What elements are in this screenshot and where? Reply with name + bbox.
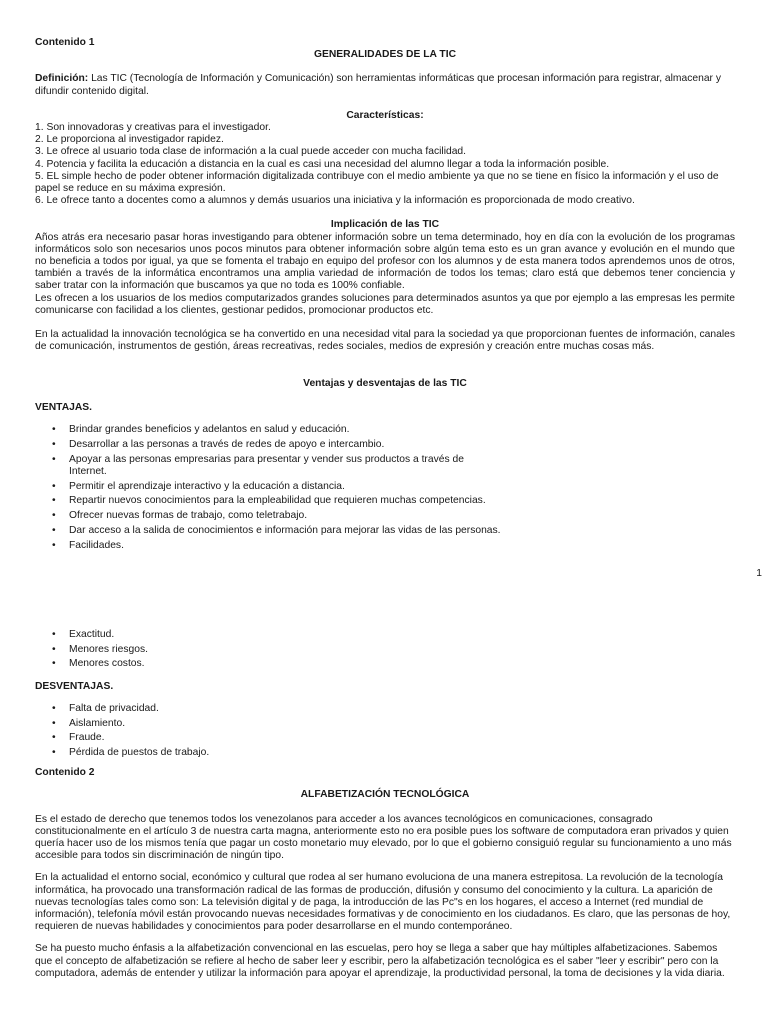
caracteristica-item: 2. Le proporciona al investigador rapidez. [35, 134, 224, 146]
implicacion-paragraph-1: Años atrás era necesario pasar horas investigando para obtener información sobre un tema determinado, hoy en día con la evolución de los programas informáticos solo son necesarios unos pocos minutos para obtener información sobre algún tema esto es un gran avance y evolución en el mundo que no beneficia a todos por igual, ya que se fomenta el trabajo en equipo del profesor con los alumnos y de esta manera todos aprendemos unos de otros, también a través de la informática encontramos una amplia variedad de información de todos los temas; claro está que debemos tener conciencia y saber tratar con la información que buscamos ya que no toda es 100% confiable. [35, 231, 735, 292]
ventaja-item: • Dar acceso a la salida de conocimientos e información para mejorar las vidas de las personas. [35, 525, 735, 537]
desventaja-item: • Pérdida de puestos de trabajo. [35, 747, 735, 759]
alfabetizacion-paragraph-2: En la actualidad el entorno social, económico y cultural que rodea al ser humano evoluciona de una manera estrepitosa. La revolución de la tecnología informática, ha provocado una transformación radical de las formas de producción, difusión y consumo del conocimiento y la cultura. La aparición de nuevas tecnologías tales como son: La televisión digital y de paga, la introducción de las Pc"s en los hogares, el acceso a Internet (red mundial de información), telefonía móvil están provocando nuevas necesidades formativas y de conocimiento en los ciudadanos. Es claro, que las personas de hoy, requieren de nuevas habilidades y conocimientos para poder desarrollarse en el mundo contemporáneo. [35, 872, 731, 933]
caracteristica-item: 4. Potencia y facilita la educación a distancia en la cual es casi una necesidad del alumno llegar a toda la información posible. [35, 158, 610, 170]
page-number: 1 [756, 568, 762, 579]
ventaja-item: • Apoyar a las personas empresarias para presentar y vender sus productos a través de Internet. [35, 454, 735, 478]
definition-label: Definición: [35, 73, 89, 85]
caracteristica-item: 5. EL simple hecho de poder obtener información digitalizada contribuye con el medio ambiente ya que no se tiene en físico la información y el uso de papel se reduce en su máxima expresión. [35, 170, 719, 195]
caracteristica-item: 1. Son innovadoras y creativas para el investigador. [35, 122, 271, 134]
implicacion-paragraph-2: Les ofrecen a los usuarios de los medios computarizados grandes soluciones para determinados asuntos ya que por ejemplo a las empresas les permite comunicarse con facilidad a los clientes, gestionar pedidos, promocionar productos etc. [35, 292, 735, 316]
caracteristica-item: 6. Le ofrece tanto a docentes como a alumnos y demás usuarios una iniciativa y la información es proporcionada de modo creativo. [35, 195, 635, 207]
ventaja-item: • Brindar grandes beneficios y adelantos en salud y educación. [35, 424, 735, 436]
ventaja-item: • Menores riesgos. [35, 644, 735, 656]
ventaja-item: • Permitir el aprendizaje interactivo y la educación a distancia. [35, 481, 735, 493]
ventajas-list [35, 424, 735, 551]
ventaja-item: • Ofrecer nuevas formas de trabajo, como teletrabajo. [35, 510, 735, 522]
section-title-alfabetizacion: ALFABETIZACIÓN TECNOLÓGICA [300, 789, 470, 801]
caracteristicas-list [35, 122, 735, 207]
desventaja-item: • Fraude. [35, 732, 735, 744]
ventaja-item: • Exactitud. [35, 629, 735, 641]
page-1-content [35, 37, 735, 353]
desventaja-item: • Aislamiento. [35, 718, 735, 730]
ventajas-section [35, 378, 735, 554]
section-title-generalidades: GENERALIDADES DE LA TIC [313, 49, 457, 61]
ventajas-label: VENTAJAS. [35, 402, 93, 414]
definition-text: Las TIC (Tecnología de Información y Comunicación) son herramientas informáticas que procesan información para registrar, almacenar y difundir contenido digital. [35, 73, 721, 97]
ventaja-item: • Repartir nuevos conocimientos para la empleabilidad que requieren muchas competencias. [35, 495, 735, 507]
caracteristicas-title: Características: [346, 109, 424, 121]
content-1-label: Contenido 1 [35, 37, 95, 48]
desventaja-item: • Falta de privacidad. [35, 703, 735, 715]
desventajas-label: DESVENTAJAS. [35, 680, 114, 692]
ventaja-item: • Menores costos. [35, 658, 735, 670]
implicacion-paragraph-3: En la actualidad la innovación tecnológica se ha convertido en una necesidad vital para la sociedad ya que proporcionan fuentes de información, canales de comunicación, instrumentos de gestión, áreas recreativas, redes sociales, medios de expresión y creación entre muchas cosas más. [35, 329, 735, 353]
definition-paragraph [35, 73, 735, 97]
ventaja-item: • Desarrollar a las personas a través de redes de apoyo e intercambio. [35, 439, 735, 451]
ventajas-desventajas-title: Ventajas y desventajas de las TIC [303, 378, 467, 389]
implicacion-title: Implicación de las TIC [330, 219, 440, 231]
alfabetizacion-paragraph-1: Es el estado de derecho que tenemos todos los venezolanos para acceder a los avances tecnológicos en comunicaciones, consagrado constitucionalmente en el artículo 3 de nuestra carta magna, anteriormente esto no era posible pues los software de computadora eran privados y quien quería hacer uso de los mismos tenía que pagar un costo monetario muy elevado, por lo que el gobierno consiguió regular su funcionamiento a uno más accesible para todos sin discriminación de ningún tipo. [35, 813, 732, 862]
ventajas-list-continued [35, 629, 735, 671]
alfabetizacion-paragraph-3: Se ha puesto mucho énfasis a la alfabetización convencional en las escuelas, pero hoy se llega a saber que hay múltiples alfabetizaciones. Sabemos que el concepto de alfabetización se refiere al hecho de saber leer y escribir, pero la alfabetización tecnológica es el saber "leer y escribir" pero con la computadora, además de entender y utilizar la información para apoyar el aprendizaje, la productividad personal, la toma de decisiones y la vida diaria. [35, 943, 725, 979]
content-2-label: Contenido 2 [35, 767, 95, 779]
caracteristica-item: 3. Le ofrece al usuario toda clase de información a la cual puede acceder con mucha facilidad. [35, 146, 467, 158]
page-2-content [35, 629, 735, 980]
ventaja-item: • Facilidades. [35, 540, 735, 552]
desventajas-list [35, 703, 735, 759]
